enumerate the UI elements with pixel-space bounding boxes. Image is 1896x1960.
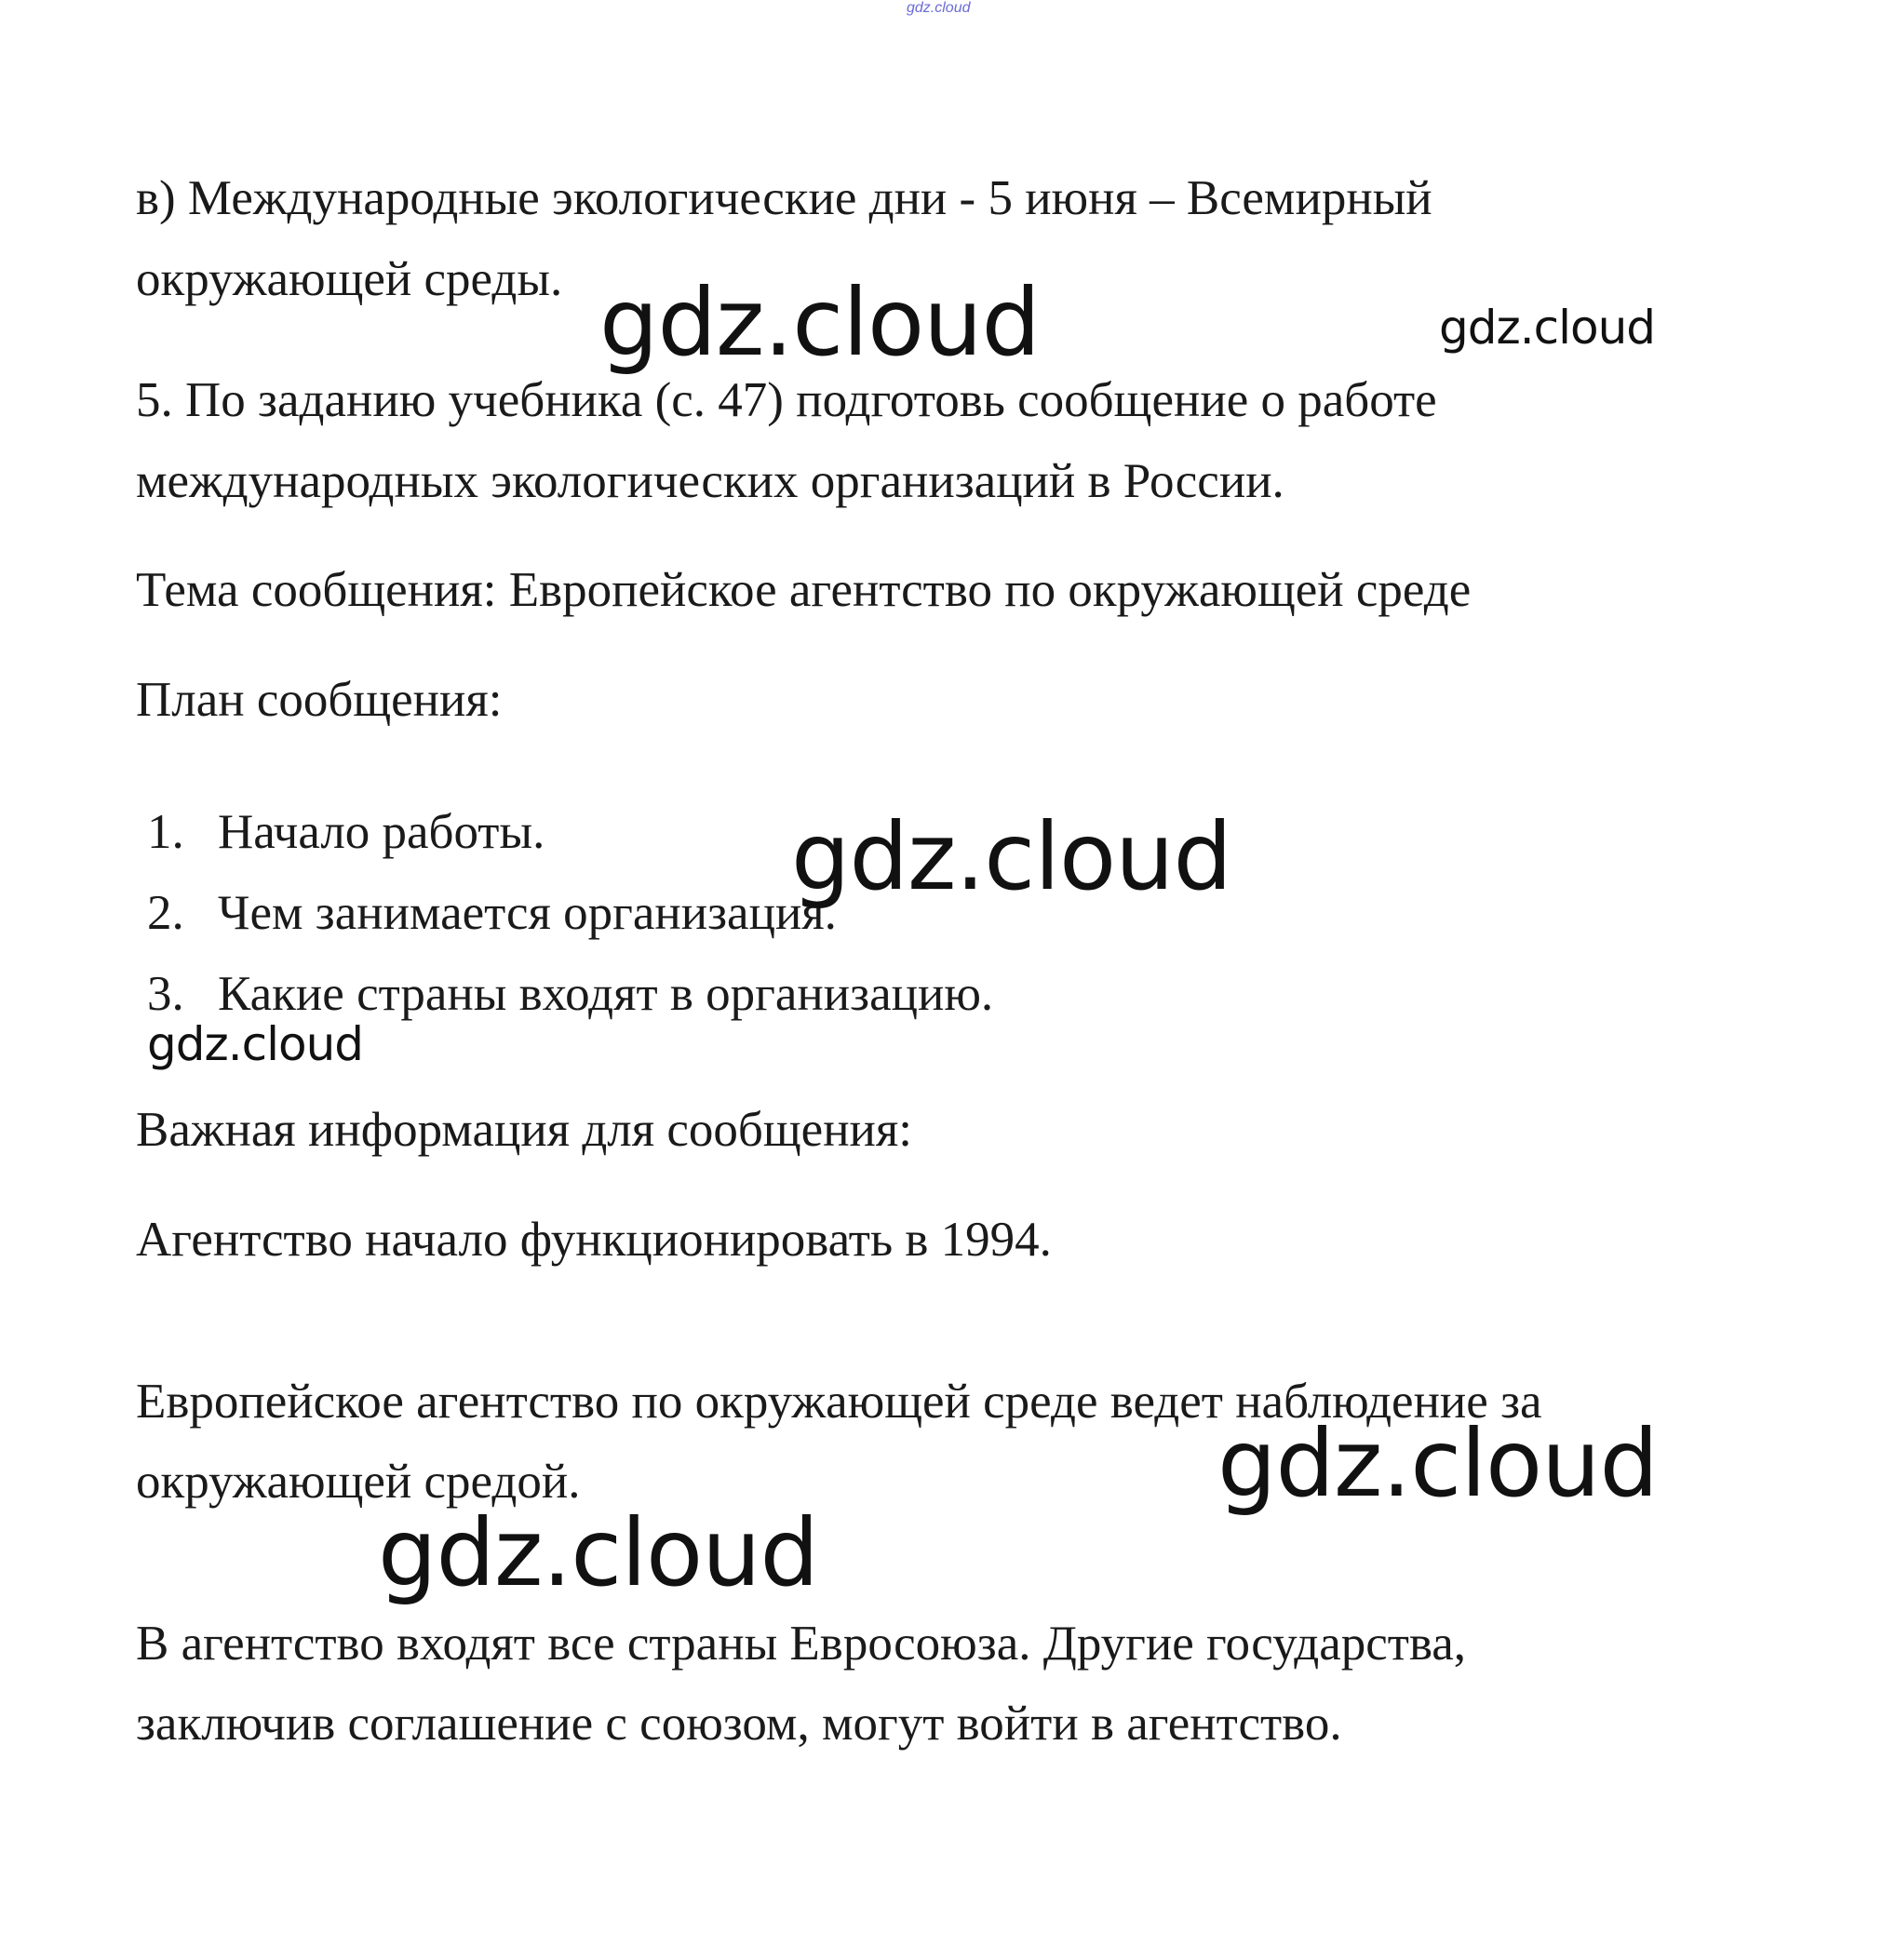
list-number: 1.	[147, 805, 184, 859]
watermark: gdz.cloud	[599, 268, 1041, 377]
list-text: Начало работы.	[218, 805, 545, 859]
list-number: 2.	[147, 886, 184, 940]
info-line-3a: В агентство входят все страны Евросоюза. Другие государства,	[136, 1617, 1467, 1671]
top-watermark: gdz.cloud	[907, 0, 971, 16]
watermark: gdz.cloud	[1217, 1409, 1659, 1518]
plan-heading: План сообщения:	[136, 673, 503, 727]
text-line-v-1: в) Международные экологические дни - 5 июня – Всемирный	[136, 171, 1432, 225]
message-topic: Тема сообщения: Европейское агентство по окружающей среде	[136, 563, 1472, 617]
info-line-2a: Европейское агентство по окружающей среде ведет наблюдение за	[136, 1375, 1542, 1429]
list-text: Какие страны входят в организацию.	[218, 967, 994, 1021]
info-line-3b: заключив соглашение с союзом, могут войти в агентство.	[136, 1697, 1342, 1751]
watermark: gdz.cloud	[791, 802, 1232, 911]
watermark: gdz.cloud	[1439, 301, 1656, 355]
watermark: gdz.cloud	[378, 1498, 819, 1607]
info-line-1: Агентство начало функционировать в 1994.	[136, 1213, 1052, 1267]
info-line-2b: окружающей средой.	[136, 1455, 581, 1509]
task-5-line-2: международных экологических организаций в России.	[136, 454, 1284, 508]
info-heading: Важная информация для сообщения:	[136, 1103, 913, 1157]
list-number: 3.	[147, 967, 184, 1021]
list-text: Чем занимается организация.	[218, 886, 837, 940]
text-line-v-2: окружающей среды.	[136, 252, 563, 306]
task-5-line-1: 5. По заданию учебника (с. 47) подготовь сообщение о работе	[136, 373, 1437, 427]
watermark: gdz.cloud	[147, 1017, 364, 1071]
